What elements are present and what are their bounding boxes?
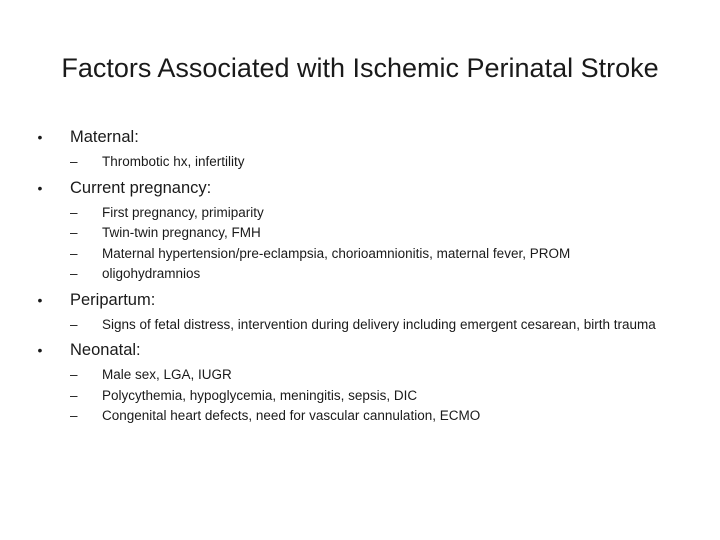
bullet-row <box>36 173 696 203</box>
dash-icon: – <box>70 387 78 403</box>
list-item-text: Male sex, LGA, IUGR <box>102 367 232 382</box>
list-item-text: First pregnancy, primiparity <box>102 204 264 220</box>
list-item <box>36 365 696 386</box>
dash-icon: – <box>70 408 78 423</box>
bullet-icon: • <box>37 342 43 358</box>
list-item <box>36 223 696 244</box>
list-item <box>36 315 696 336</box>
section-label: Current pregnancy: <box>70 178 212 197</box>
section-label: Peripartum: <box>70 290 156 309</box>
list-item-text: Twin-twin pregnancy, FMH <box>102 225 261 240</box>
dash-icon: – <box>70 154 78 169</box>
dash-icon: – <box>70 245 78 261</box>
sub-list <box>36 315 696 336</box>
dash-icon: – <box>70 225 78 240</box>
list-item <box>36 386 696 407</box>
section-current-pregnancy <box>36 173 696 285</box>
section-label: Maternal: <box>70 128 139 146</box>
dash-icon: – <box>70 367 78 382</box>
dash-icon: – <box>70 204 78 220</box>
sub-list <box>36 203 696 285</box>
dash-icon: – <box>70 316 78 332</box>
bullet-list <box>36 122 696 427</box>
bullet-icon: • <box>37 291 43 308</box>
list-item-text: oligohydramnios <box>102 266 201 281</box>
sub-list <box>36 152 696 173</box>
dash-icon: – <box>70 266 78 281</box>
slide-title: Factors Associated with Ischemic Perinatal Stroke <box>61 53 659 83</box>
list-item <box>36 244 696 265</box>
list-item-text: Polycythemia, hypoglycemia, meningitis, sepsis, DIC <box>102 387 418 403</box>
list-item <box>36 152 696 173</box>
section-peripartum <box>36 285 696 336</box>
bullet-row <box>36 335 696 365</box>
section-neonatal <box>36 335 696 427</box>
bullet-row <box>36 285 696 315</box>
bullet-icon: • <box>37 129 43 145</box>
sub-list <box>36 365 696 427</box>
list-item-text: Thrombotic hx, infertility <box>102 154 245 169</box>
bullet-row <box>36 122 696 152</box>
list-item-text: Signs of fetal distress, intervention during delivery including emergent cesarean, birth trauma <box>102 316 656 332</box>
list-item <box>36 203 696 224</box>
list-item-text: Maternal hypertension/pre-eclampsia, chorioamnionitis, maternal fever, PROM <box>102 245 571 261</box>
section-maternal <box>36 122 696 173</box>
section-label: Neonatal: <box>70 341 141 359</box>
list-item-text: Congenital heart defects, need for vascular cannulation, ECMO <box>102 408 481 423</box>
bullet-icon: • <box>37 179 43 196</box>
list-item <box>36 264 696 285</box>
list-item <box>36 406 696 427</box>
